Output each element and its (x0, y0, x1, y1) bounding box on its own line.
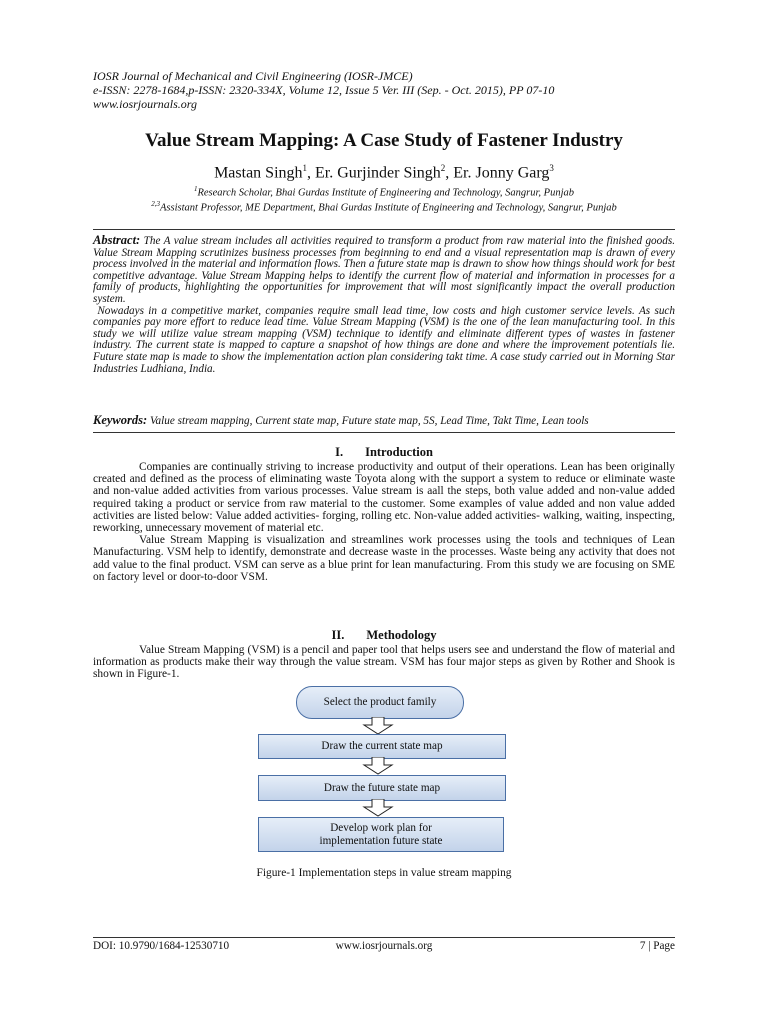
flow-step-label: Develop work plan for implementation future state (319, 821, 443, 847)
author-name: Er. Gurjinder Singh (315, 164, 441, 182)
affiliation-sup: 1 (193, 185, 198, 193)
affiliation-text: Research Scholar, Bhai Gurdas Institute of Engineering and Technology, Sangrur, Punjab (197, 187, 575, 199)
journal-name: IOSR Journal of Mechanical and Civil Engineering (IOSR-JMCE) (93, 69, 413, 83)
flow-step-select-product-family (296, 686, 464, 719)
keywords-label: Keywords: (93, 413, 148, 427)
flow-step-work-plan (258, 817, 504, 852)
footer-doi: DOI: 10.9790/1684-12530710 (93, 940, 230, 952)
abstract-paragraph: The A value stream includes all activities required to transform a product from raw material into the finished goods. Value Stream Mapping scrutinizes business processes from beginning to end and a visual representation map is drawn of every process involved in the material and information flows. Then a future state map is drawn to show how things should work for best competitive advantage. Value Stream Mapping helps to identify the current flow of material and information in processes for a family of products, highlighting the opportunities for improvement that will most significantly impact the overall production system. (93, 235, 675, 305)
flow-step-current-state (258, 734, 506, 759)
author-separator: , (307, 164, 316, 182)
divider (93, 229, 675, 230)
footer-page-number: 7 | Page (639, 940, 675, 952)
section-title: Methodology (366, 628, 437, 642)
journal-header (93, 69, 554, 111)
down-arrow-icon (361, 717, 395, 735)
author-separator: , (445, 164, 454, 182)
affiliation-sup: 2,3 (151, 200, 160, 208)
paper-title: Value Stream Mapping: A Case Study of Fastener Industry (145, 130, 623, 151)
figure-caption: Figure-1 Implementation steps in value stream mapping (256, 867, 512, 879)
methodology-body (93, 644, 675, 681)
section-title: Introduction (365, 445, 433, 459)
section-heading-methodology (0, 628, 768, 643)
flow-step-label: Draw the future state map (323, 781, 441, 794)
keywords (93, 413, 675, 428)
introduction-body (93, 461, 675, 583)
author-name: Er. Jonny Garg (453, 164, 550, 182)
footer-website: www.iosrjournals.org (335, 940, 433, 952)
author-sup: 2 (440, 163, 446, 173)
abstract-label: Abstract: (93, 233, 141, 247)
section-heading-introduction (0, 445, 768, 460)
divider (93, 432, 675, 433)
body-paragraph: Value Stream Mapping (VSM) is a pencil and paper tool that helps users see and understand the flow of material and information as products make their way through the value stream. VSM has four major steps as given by Rother and Shook is shown in Figure-1. (93, 644, 675, 681)
footer-divider (93, 937, 675, 938)
abstract (93, 235, 675, 375)
author-name: Mastan Singh (214, 164, 303, 182)
down-arrow-icon (361, 757, 395, 775)
author-sup: 3 (549, 163, 554, 173)
journal-issn: e-ISSN: 2278-1684,p-ISSN: 2320-334X, Volume 12, Issue 5 Ver. III (Sep. - Oct. 2015), PP 07-10 (93, 83, 555, 97)
keywords-text: Value stream mapping, Current state map, Future state map, 5S, Lead Time, Takt Time, Lean tools (149, 415, 589, 427)
body-paragraph: Value Stream Mapping is visualization and streamlines work processes using the tools and techniques of Lean Manufacturing. VSM help to identify, demonstrate and decrease waste in the processes. Waste being any activity that does not add value to the final product. VSM can serve as a blue print for lean manufacturing. From this study we are focusing on SME on factory level or door-to-door VSM. (93, 534, 675, 583)
flow-step-label: Draw the current state map (321, 740, 443, 752)
flow-step-future-state (258, 775, 506, 801)
affiliation (0, 200, 768, 214)
down-arrow-icon (361, 799, 395, 817)
flow-step-label: Select the product family (323, 696, 437, 708)
journal-website: www.iosrjournals.org (93, 97, 198, 111)
author-list (0, 163, 768, 182)
author-sup: 1 (302, 163, 308, 173)
abstract-paragraph: Nowadays in a competitive market, companies require small lead time, low costs and high customer service levels. As such companies pay more effort to reduce lead time. Value Stream Mapping (VSM) is the one of the lean manufacturing tool. In this study we will utilize value stream mapping (VSM) technique to identify and eliminate different types of wastes in fastener industry. The current state is mapped to capture a snapshot of how things are done and where the improvement potentials lie. Future state map is made to show the implementation action plan considering takt time. A case study carried out in Morning Star Industries Ludhiana, India. (93, 304, 675, 375)
affiliation-text: Assistant Professor, ME Department, Bhai Gurdas Institute of Engineering and Technology, Sangrur, Punjab (160, 202, 617, 214)
section-number: I. (335, 445, 344, 459)
affiliation (0, 185, 768, 199)
section-number: II. (331, 628, 345, 642)
body-paragraph: Companies are continually striving to increase productivity and output of their operations. Lean has been originally created and defined as the process of eliminating waste Toyota along with the support a system to reduce or eliminate waste and non-value added activities from various processes. Value stream is aall the steps, both value added and non-value added required taking a product or service from raw material to the customer. Some examples of value added and non value added activities are listed below: Value added activities- forging, rolling etc. Non-value added activities- walking, waiting, inspecting, reworking, unnecessary movement of material etc. (93, 461, 675, 535)
